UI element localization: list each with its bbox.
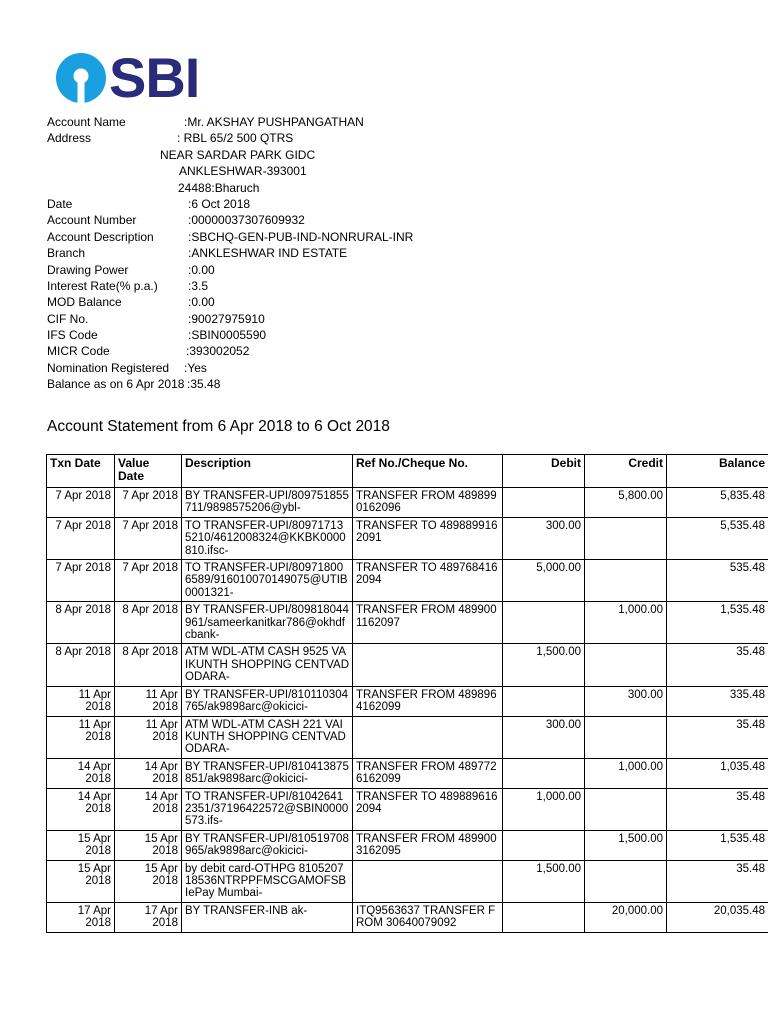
balance-cell: 35.48 bbox=[667, 860, 768, 902]
info-value: :6 Oct 2018 bbox=[188, 196, 251, 211]
value-date-cell: 7 Apr 2018 bbox=[115, 560, 182, 602]
debit-cell bbox=[503, 902, 585, 932]
info-label: Date bbox=[47, 196, 73, 211]
info-value: :35.48 bbox=[187, 377, 221, 392]
ref-cell: TRANSFER TO 4897684162094 bbox=[353, 560, 503, 602]
txn-date-cell: 7 Apr 2018 bbox=[47, 517, 115, 559]
info-label: Branch bbox=[47, 246, 86, 261]
info-value: :Yes bbox=[184, 360, 207, 375]
txn-date-cell: 14 Apr 2018 bbox=[47, 758, 115, 788]
debit-cell bbox=[503, 830, 585, 860]
col-balance: Balance bbox=[667, 455, 768, 488]
table-row bbox=[47, 902, 768, 932]
info-label: MICR Code bbox=[47, 344, 110, 359]
info-value: :00000037307609932 bbox=[188, 213, 305, 228]
info-label: IFS Code bbox=[47, 328, 98, 343]
info-value: NEAR SARDAR PARK GIDC bbox=[160, 147, 316, 162]
info-label: Address bbox=[47, 131, 92, 146]
txn-date-cell: 8 Apr 2018 bbox=[47, 602, 115, 644]
value-date-cell: 7 Apr 2018 bbox=[115, 488, 182, 518]
col-ref: Ref No./Cheque No. bbox=[353, 455, 503, 488]
value-date-cell: 17 Apr 2018 bbox=[115, 902, 182, 932]
debit-cell bbox=[503, 488, 585, 518]
debit-cell: 1,000.00 bbox=[503, 788, 585, 830]
info-value: 24488:Bharuch bbox=[178, 180, 260, 195]
credit-cell: 1,500.00 bbox=[585, 830, 667, 860]
description-cell: BY TRANSFER-UPI/810519708965/ak9898arc@okicici- bbox=[182, 830, 353, 860]
info-value: :SBCHQ-GEN-PUB-IND-NONRURAL-INR bbox=[188, 229, 414, 244]
ref-cell: TRANSFER FROM 4899001162097 bbox=[353, 602, 503, 644]
description-cell: BY TRANSFER-UPI/810413875851/ak9898arc@okicici- bbox=[182, 758, 353, 788]
txn-date-cell: 7 Apr 2018 bbox=[47, 560, 115, 602]
debit-cell: 1,500.00 bbox=[503, 860, 585, 902]
credit-cell bbox=[585, 860, 667, 902]
logo-text: SBI bbox=[109, 46, 200, 109]
txn-date-cell: 11 Apr 2018 bbox=[47, 686, 115, 716]
col-description: Description bbox=[182, 455, 353, 488]
txn-date-cell: 14 Apr 2018 bbox=[47, 788, 115, 830]
sbi-logo bbox=[55, 46, 200, 109]
txn-date-cell: 15 Apr 2018 bbox=[47, 860, 115, 902]
balance-cell: 535.48 bbox=[667, 560, 768, 602]
debit-cell bbox=[503, 602, 585, 644]
credit-cell bbox=[585, 517, 667, 559]
table-row bbox=[47, 488, 768, 518]
table-row bbox=[47, 560, 768, 602]
value-date-cell: 15 Apr 2018 bbox=[115, 860, 182, 902]
table-row bbox=[47, 830, 768, 860]
credit-cell: 1,000.00 bbox=[585, 758, 667, 788]
info-label: Account Name bbox=[47, 115, 126, 129]
debit-cell bbox=[503, 686, 585, 716]
info-value: :393002052 bbox=[186, 344, 250, 359]
info-value: :0.00 bbox=[188, 262, 215, 277]
debit-cell: 300.00 bbox=[503, 716, 585, 758]
ref-cell: TRANSFER TO 4898896162094 bbox=[353, 788, 503, 830]
description-cell: by debit card-OTHPG 810520718536NTRPPFMSCGAMOFSBIePay Mumbai- bbox=[182, 860, 353, 902]
balance-cell: 35.48 bbox=[667, 716, 768, 758]
col-txn-date: Txn Date bbox=[47, 455, 115, 488]
col-debit: Debit bbox=[503, 455, 585, 488]
value-date-cell: 8 Apr 2018 bbox=[115, 602, 182, 644]
value-date-cell: 15 Apr 2018 bbox=[115, 830, 182, 860]
info-label: MOD Balance bbox=[47, 295, 122, 310]
debit-cell bbox=[503, 758, 585, 788]
balance-cell: 1,535.48 bbox=[667, 830, 768, 860]
statement-title: Account Statement from 6 Apr 2018 to 6 Oct 2018 bbox=[47, 418, 390, 435]
ref-cell: ITQ9563637 TRANSFER FROM 30640079092 bbox=[353, 902, 503, 932]
ref-cell: TRANSFER FROM 4897726162099 bbox=[353, 758, 503, 788]
debit-cell: 1,500.00 bbox=[503, 644, 585, 686]
description-cell: ATM WDL-ATM CASH 221 VAIKUNTH SHOPPING CENTVADODARA- bbox=[182, 716, 353, 758]
info-value: :SBIN0005590 bbox=[188, 328, 267, 343]
info-value: :Mr. AKSHAY PUSHPANGATHAN bbox=[184, 115, 364, 129]
ref-cell: TRANSFER FROM 4898964162099 bbox=[353, 686, 503, 716]
ref-cell: TRANSFER FROM 4899003162095 bbox=[353, 830, 503, 860]
info-label: Balance as on 6 Apr 2018 bbox=[47, 377, 185, 392]
value-date-cell: 11 Apr 2018 bbox=[115, 716, 182, 758]
balance-cell: 1,035.48 bbox=[667, 758, 768, 788]
info-value: :3.5 bbox=[188, 278, 209, 293]
table-row bbox=[47, 758, 768, 788]
txn-date-cell: 15 Apr 2018 bbox=[47, 830, 115, 860]
table-header-row bbox=[47, 455, 768, 488]
description-cell: TO TRANSFER-UPI/810426412351/37196422572@SBIN0000573.ifs- bbox=[182, 788, 353, 830]
ref-cell bbox=[353, 644, 503, 686]
value-date-cell: 8 Apr 2018 bbox=[115, 644, 182, 686]
description-cell: TO TRANSFER-UPI/809718006589/916010070149075@UTIB0001321- bbox=[182, 560, 353, 602]
balance-cell: 35.48 bbox=[667, 644, 768, 686]
ref-cell bbox=[353, 860, 503, 902]
txn-date-cell: 11 Apr 2018 bbox=[47, 716, 115, 758]
info-value: : RBL 65/2 500 QTRS bbox=[177, 131, 294, 146]
info-label: CIF No. bbox=[47, 311, 89, 326]
debit-cell: 300.00 bbox=[503, 517, 585, 559]
balance-cell: 5,535.48 bbox=[667, 517, 768, 559]
ref-cell: TRANSFER FROM 4898990162096 bbox=[353, 488, 503, 518]
table-row bbox=[47, 644, 768, 686]
sbi-keyhole-icon bbox=[55, 52, 107, 104]
info-value: ANKLESHWAR-393001 bbox=[179, 164, 307, 179]
info-label: Interest Rate(% p.a.) bbox=[47, 278, 158, 293]
col-credit: Credit bbox=[585, 455, 667, 488]
credit-cell bbox=[585, 560, 667, 602]
description-cell: ATM WDL-ATM CASH 9525 VAIKUNTH SHOPPING CENTVADODARA- bbox=[182, 644, 353, 686]
description-cell: BY TRANSFER-UPI/809751855711/9898575206@ybl- bbox=[182, 488, 353, 518]
balance-cell: 35.48 bbox=[667, 788, 768, 830]
credit-cell bbox=[585, 716, 667, 758]
table-row bbox=[47, 686, 768, 716]
info-value: :0.00 bbox=[188, 295, 215, 310]
credit-cell bbox=[585, 644, 667, 686]
credit-cell bbox=[585, 788, 667, 830]
credit-cell: 20,000.00 bbox=[585, 902, 667, 932]
description-cell: BY TRANSFER-UPI/809818044961/sameerkanitkar786@okhdfcbank- bbox=[182, 602, 353, 644]
info-value: :90027975910 bbox=[188, 311, 265, 326]
value-date-cell: 11 Apr 2018 bbox=[115, 686, 182, 716]
balance-cell: 5,835.48 bbox=[667, 488, 768, 518]
value-date-cell: 14 Apr 2018 bbox=[115, 788, 182, 830]
table-row bbox=[47, 517, 768, 559]
info-label: Nomination Registered bbox=[47, 360, 170, 375]
debit-cell: 5,000.00 bbox=[503, 560, 585, 602]
balance-cell: 1,535.48 bbox=[667, 602, 768, 644]
table-row bbox=[47, 602, 768, 644]
description-cell: TO TRANSFER-UPI/809717135210/4612008324@KKBK0000810.ifsc- bbox=[182, 517, 353, 559]
info-label: Account Description bbox=[47, 229, 154, 244]
txn-date-cell: 8 Apr 2018 bbox=[47, 644, 115, 686]
value-date-cell: 14 Apr 2018 bbox=[115, 758, 182, 788]
col-value-date: Value Date bbox=[115, 455, 182, 488]
info-value: :ANKLESHWAR IND ESTATE bbox=[188, 246, 348, 261]
info-label: Drawing Power bbox=[47, 262, 129, 277]
description-cell: BY TRANSFER-UPI/810110304765/ak9898arc@okicici- bbox=[182, 686, 353, 716]
value-date-cell: 7 Apr 2018 bbox=[115, 517, 182, 559]
table-row bbox=[47, 860, 768, 902]
table-row bbox=[47, 788, 768, 830]
ref-cell: TRANSFER TO 4898899162091 bbox=[353, 517, 503, 559]
description-cell: BY TRANSFER-INB ak- bbox=[182, 902, 353, 932]
balance-cell: 20,035.48 bbox=[667, 902, 768, 932]
txn-date-cell: 7 Apr 2018 bbox=[47, 488, 115, 518]
credit-cell: 1,000.00 bbox=[585, 602, 667, 644]
transactions-table bbox=[46, 454, 768, 933]
credit-cell: 300.00 bbox=[585, 686, 667, 716]
balance-cell: 335.48 bbox=[667, 686, 768, 716]
ref-cell bbox=[353, 716, 503, 758]
txn-date-cell: 17 Apr 2018 bbox=[47, 902, 115, 932]
credit-cell: 5,800.00 bbox=[585, 488, 667, 518]
info-label: Account Number bbox=[47, 213, 137, 228]
table-row bbox=[47, 716, 768, 758]
